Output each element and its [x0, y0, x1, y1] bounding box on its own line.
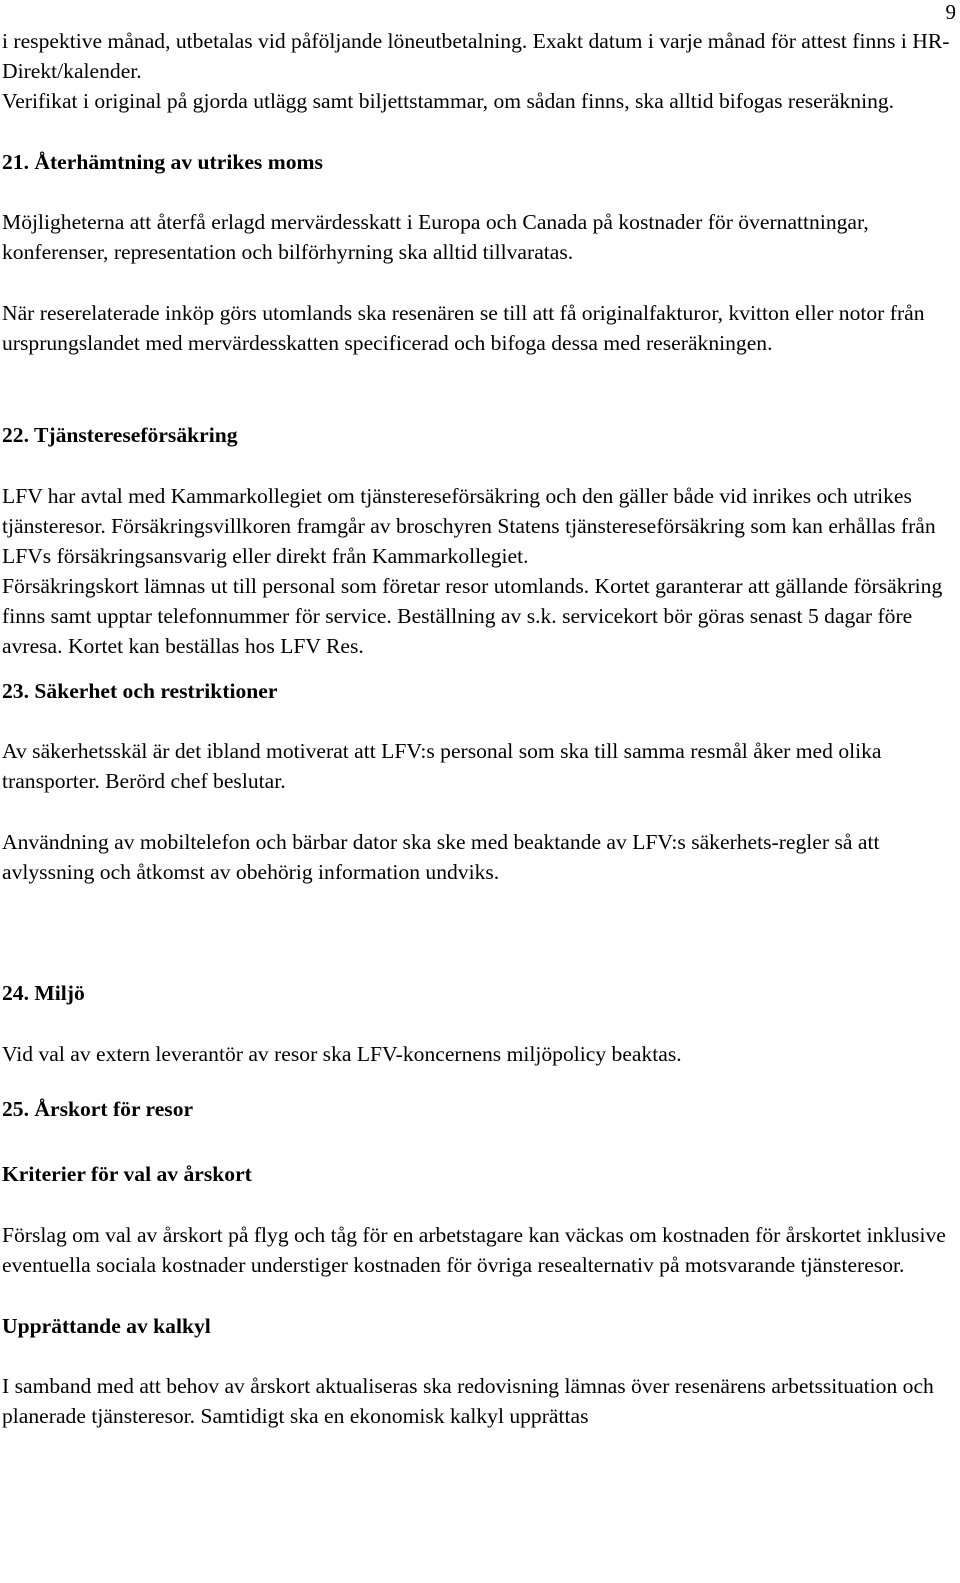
section-heading-24: 24. Miljö: [2, 981, 85, 1005]
paragraph: Verifikat i original på gjorda utlägg samt biljettstammar, om sådan finns, ska alltid bifogas reseräkning.: [2, 89, 895, 113]
paragraph: Möjligheterna att återfå erlagd mervärdesskatt i Europa och Canada på kostnader för övernattningar, konferenser, representation och bilförhyrning ska alltid tillvaratas.: [2, 210, 869, 264]
section-heading-23: 23. Säkerhet och restriktioner: [2, 679, 278, 703]
document-body: [2, 26, 952, 1431]
section-heading-21: 21. Återhämtning av utrikes moms: [2, 150, 323, 174]
paragraph: Vid val av extern leverantör av resor ska LFV-koncernens miljöpolicy beaktas.: [2, 1042, 682, 1066]
subheading-kriterier: Kriterier för val av årskort: [2, 1162, 252, 1186]
subheading-kalkyl: Upprättande av kalkyl: [2, 1314, 211, 1338]
paragraph: När reserelaterade inköp görs utomlands ska resenären se till att få originalfakturor, kvitton eller notor från ursprungslandet med mervärdesskatten specificerad och bifoga dessa med reseräkningen.: [2, 301, 925, 355]
paragraph: I samband med att behov av årskort aktualiseras ska redovisning lämnas över resenärens arbetssituation och planerade tjänsteresor. Samtidigt ska en ekonomisk kalkyl upprättas: [2, 1374, 934, 1428]
section-heading-25: 25. Årskort för resor: [2, 1097, 194, 1121]
paragraph: i respektive månad, utbetalas vid påföljande löneutbetalning. Exakt datum i varje månad för attest finns i HR-Direkt/kalender.: [2, 29, 950, 83]
paragraph: Användning av mobiltelefon och bärbar dator ska ske med beaktande av LFV:s säkerhets-regler så att avlyssning och åtkomst av obehörig information undviks.: [2, 830, 880, 884]
paragraph: LFV har avtal med Kammarkollegiet om tjänstereseförsäkring och den gäller både vid inrikes och utrikes tjänsteresor. Försäkringsvillkoren framgår av broschyren Statens tjänstereseförsäkring som kan erhållas från LFVs försäkringsansvarig eller direkt från Kammarkollegiet.: [2, 484, 936, 568]
section-heading-22: 22. Tjänstereseförsäkring: [2, 423, 238, 447]
paragraph: Förslag om val av årskort på flyg och tåg för en arbetstagare kan väckas om kostnaden för årskortet inklusive eventuella sociala kostnader understiger kostnaden för övriga resealternativ på motsvarande tjänsteresor.: [2, 1223, 946, 1277]
page-number: 9: [945, 0, 956, 24]
paragraph: Försäkringskort lämnas ut till personal som företar resor utomlands. Kortet garanterar att gällande försäkring finns samt upptar telefonnummer för service. Beställning av s.k. servicekort bör göras senast 5 dagar före avresa. Kortet kan beställas hos LFV Res.: [2, 574, 943, 658]
paragraph: Av säkerhetsskäl är det ibland motiverat att LFV:s personal som ska till samma resmål åker med olika transporter. Berörd chef beslutar.: [2, 739, 882, 793]
